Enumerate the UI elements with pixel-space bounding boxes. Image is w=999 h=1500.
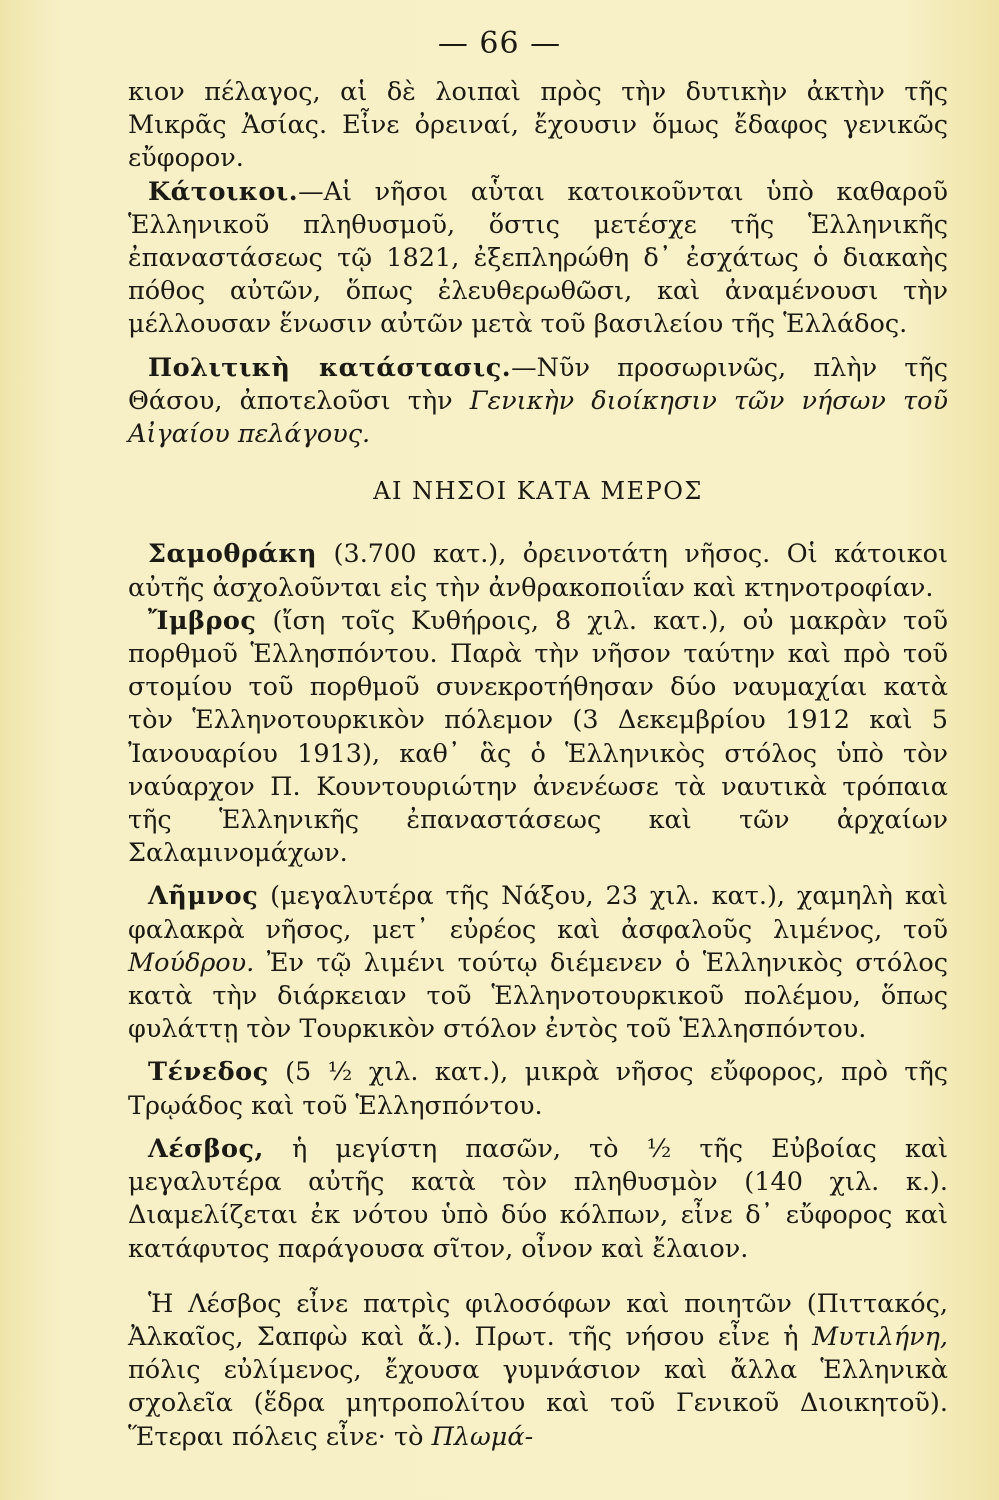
paragraph-text: (ἴση τοῖς Κυθήροις, 8 χιλ. κατ.), οὐ μακρὰν τοῦ πορθμοῦ Ἑλλησπόντου. Παρὰ τὴν νῆσον ταύτην καὶ πρὸ τοῦ στομίου τοῦ πορθμοῦ συνεκροτήθησαν δύο ναυμαχίαι κατὰ τὸν Ἑλληνοτουρκικὸν πόλεμον (3 Δεκεμβρίου 1912 καὶ 5 Ἰανουαρίου 1913), καθ᾿ ἃς ὁ Ἑλληνικὸς στόλος ὑπὸ τὸν ναύαρχον Π. Κουντουριώτην ἀνενέωσε τὰ ναυτικὰ τρόπαια τῆς Ἑλληνικῆς ἐπαναστάσεως καὶ τῶν ἀρχαίων Σαλαμινομάχων. bbox=[128, 605, 948, 869]
paragraph-text: Ἐν τῷ λιμένι τούτῳ διέμενεν ὁ Ἑλληνικὸς στόλος κατὰ τὴν διάρκειαν τοῦ Ἑλληνοτουρκικοῦ πολέμου, ὅπως φυλάττῃ τὸν Τουρκικὸν στόλον ἐντὸς τοῦ Ἑλλησπόντου. bbox=[128, 947, 948, 1045]
paragraph-lesbos-detail bbox=[128, 1288, 948, 1454]
paragraph-text: Ἡ Λέσβος εἶνε πατρὶς φιλοσόφων καὶ ποιητῶν (Πιττακός, Ἀλκαῖος, Σαπφὼ καὶ ἄ.). Πρωτ. τῆς νήσου εἶνε ἡ bbox=[128, 1288, 948, 1352]
paragraph-text: (5 ½ χιλ. κατ.), μικρὰ νῆσος εὔφορος, πρὸ τῆς Τρῳάδος καὶ τοῦ Ἑλλησπόντου. bbox=[128, 1057, 948, 1121]
term-tenedos: Τένεδος bbox=[148, 1057, 269, 1088]
page-text bbox=[128, 76, 948, 1454]
paragraph-text: ἡ μεγίστη πασῶν, τὸ ½ τῆς Εὐβοίας καὶ μεγαλυτέρα αὐτῆς κατὰ τὸν πληθυσμὸν (140 χιλ. κ.). Διαμελίζεται ἐκ νότου ὑπὸ δύο κόλπων, εἶνε δ᾿ εὔφορος καὶ κατάφυτος παράγουσα σῖτον, οἶνον καὶ ἔλαιον. bbox=[128, 1133, 948, 1264]
italic-text: Μούδρου. bbox=[128, 947, 255, 978]
term-inhabitants: Κάτοικοι. bbox=[148, 176, 299, 207]
term-lesbos: Λέσβος, bbox=[148, 1133, 264, 1164]
section-heading: ΑΙ ΝΗΣΟΙ ΚΑΤΑ ΜΕΡΟΣ bbox=[373, 477, 703, 506]
term-lemnos: Λῆμνος bbox=[148, 881, 259, 912]
italic-text: Μυτιλήνη, bbox=[811, 1321, 948, 1352]
paragraph-imbros bbox=[128, 605, 948, 871]
paragraph-text: πόλις εὐλίμενος, ἔχουσα γυμνάσιον καὶ ἄλλα Ἑλληνικὰ σχολεῖα (ἕδρα μητροπολίτου καὶ τοῦ Γενικοῦ Διοικητοῦ). Ἕτεραι πόλεις εἶνε· τὸ bbox=[128, 1355, 948, 1452]
paragraph-inhabitants bbox=[128, 176, 948, 342]
paragraph-text: —Αἱ νῆσοι αὗται κατοικοῦνται ὑπὸ καθαροῦ Ἑλληνικοῦ πληθυσμοῦ, ὅστις μετέσχε τῆς Ἑλληνικῆς ἐπαναστάσεως τῷ 1821, ἐξεπληρώθη δ᾿ ἐσχάτως ὁ διακαὴς πόθος αὐτῶν, ὅπως ἐλευθερωθῶσι, καὶ ἀναμένουσι τὴν μέλλουσαν ἕνωσιν αὐτῶν μετὰ τοῦ βασιλείου τῆς Ἑλλάδος. bbox=[128, 176, 948, 340]
paragraph-political bbox=[128, 352, 948, 452]
italic-text: Γενικὴν διοίκησιν τῶν νήσων τοῦ Αἰγαίου πελάγους. bbox=[128, 385, 948, 450]
paragraph-lesbos bbox=[128, 1133, 948, 1266]
page-number: — 66 — bbox=[437, 26, 562, 61]
term-political: Πολιτικὴ κατάστασις. bbox=[148, 352, 512, 383]
paragraph-text: (μεγαλυτέρα τῆς Νάξου, 23 χιλ. κατ.), χαμηλὴ καὶ φαλακρὰ νῆσος, μετ᾿ εὐρέος καὶ ἀσφαλοῦς λιμένος, τοῦ bbox=[128, 881, 948, 945]
paragraph-samothrace bbox=[128, 538, 948, 604]
term-imbros: Ἴμβρος bbox=[148, 605, 257, 636]
italic-text: Πλωμά- bbox=[431, 1421, 534, 1452]
paragraph-tenedos bbox=[128, 1056, 948, 1122]
term-samothrace: Σαμοθράκη bbox=[148, 539, 318, 570]
paragraph-text: (3.700 κατ.), ὀρεινοτάτη νῆσος. Οἱ κάτοικοι αὐτῆς ἀσχολοῦνται εἰς τὴν ἀνθρακοποιΐαν καὶ κτηνοτροφίαν. bbox=[128, 539, 948, 603]
paragraph-lemnos bbox=[128, 880, 948, 1046]
paragraph-intro bbox=[128, 76, 948, 176]
paragraph-text: κιον πέλαγος, αἱ δὲ λοιπαὶ πρὸς τὴν δυτικὴν ἀκτὴν τῆς Μικρᾶς Ἀσίας. Εἶνε ὀρειναί, ἔχουσιν ὅμως ἔδαφος γενικῶς εὔφορον. bbox=[128, 77, 948, 174]
paragraph-text: —Νῦν προσωρινῶς, πλὴν τῆς Θάσου, ἀποτελοῦσι τὴν bbox=[128, 352, 948, 416]
